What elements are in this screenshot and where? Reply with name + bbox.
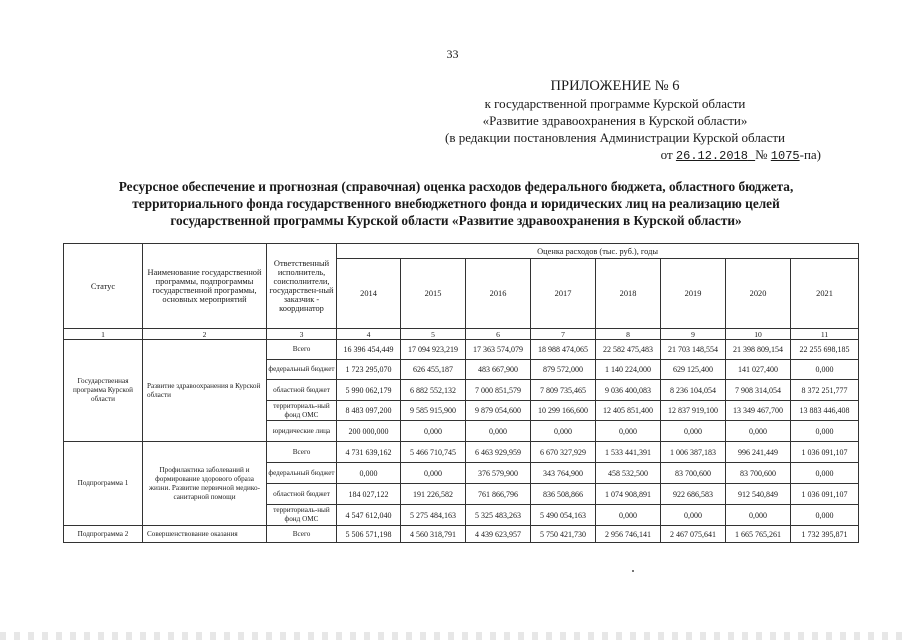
value-cell: 200 000,000 — [337, 421, 401, 442]
column-number: 7 — [531, 329, 596, 340]
value-cell: 761 866,796 — [466, 484, 531, 505]
value-cell: 12 837 919,100 — [661, 401, 726, 421]
value-cell: 9 879 054,600 — [466, 401, 531, 421]
resources-table — [63, 243, 859, 543]
header-executor: Ответственный исполнитель, соисполнители, государствен-ный заказчик - координатор — [267, 244, 337, 329]
value-cell: 7 908 314,054 — [726, 380, 791, 401]
decree-number: 1075 — [770, 149, 800, 163]
value-cell: 626 455,187 — [401, 360, 466, 380]
column-number: 8 — [596, 329, 661, 340]
value-cell: 0,000 — [791, 360, 859, 380]
value-cell: 16 396 454,449 — [337, 340, 401, 360]
program-name-cell: Совершенствование оказания — [143, 526, 267, 543]
funding-source-cell: территориаль-ный фонд ОМС — [267, 401, 337, 421]
value-cell: 10 299 166,600 — [531, 401, 596, 421]
value-cell: 4 547 612,040 — [337, 505, 401, 526]
header-year: 2017 — [531, 259, 596, 329]
status-cell: Государственная программа Курской области — [64, 340, 143, 442]
table-row — [64, 442, 859, 463]
value-cell: 0,000 — [401, 463, 466, 484]
value-cell: 6 670 327,929 — [531, 442, 596, 463]
header-estimate: Оценка расходов (тыс. руб.), годы — [337, 244, 859, 259]
value-cell: 0,000 — [791, 463, 859, 484]
value-cell: 4 731 639,162 — [337, 442, 401, 463]
value-cell: 836 508,866 — [531, 484, 596, 505]
column-number: 10 — [726, 329, 791, 340]
decree-line — [405, 146, 825, 165]
heading-line-2: территориального фонда государственного внебюджетного фонда и юридических лиц на реализацию целей — [132, 196, 780, 211]
value-cell: 6 882 552,132 — [401, 380, 466, 401]
value-cell: 2 467 075,641 — [661, 526, 726, 543]
value-cell: 0,000 — [726, 505, 791, 526]
value-cell: 9 585 915,900 — [401, 401, 466, 421]
appendix-header — [405, 78, 825, 165]
header-year: 2020 — [726, 259, 791, 329]
value-cell: 1 732 395,871 — [791, 526, 859, 543]
funding-source-cell: территориаль-ный фонд ОМС — [267, 505, 337, 526]
value-cell: 0,000 — [596, 421, 661, 442]
value-cell: 2 956 746,141 — [596, 526, 661, 543]
value-cell: 629 125,400 — [661, 360, 726, 380]
value-cell: 458 532,500 — [596, 463, 661, 484]
value-cell: 0,000 — [791, 505, 859, 526]
value-cell: 0,000 — [531, 421, 596, 442]
value-cell: 1 006 387,183 — [661, 442, 726, 463]
funding-source-cell: Всего — [267, 526, 337, 543]
value-cell: 0,000 — [726, 421, 791, 442]
header-year: 2016 — [466, 259, 531, 329]
value-cell: 5 506 571,198 — [337, 526, 401, 543]
header-year: 2014 — [337, 259, 401, 329]
value-cell: 1 140 224,000 — [596, 360, 661, 380]
header-year: 2021 — [791, 259, 859, 329]
value-cell: 0,000 — [596, 505, 661, 526]
value-cell: 922 686,583 — [661, 484, 726, 505]
value-cell: 0,000 — [661, 505, 726, 526]
header-status: Статус — [64, 244, 143, 329]
scan-edge — [0, 632, 905, 640]
table-row — [64, 526, 859, 543]
column-number: 2 — [143, 329, 267, 340]
value-cell: 1 723 295,070 — [337, 360, 401, 380]
appendix-line-3: (в редакции постановления Администрации Курской области — [444, 130, 785, 145]
decree-date-prefix: от — [660, 147, 673, 162]
value-cell: 18 988 474,065 — [531, 340, 596, 360]
value-cell: 6 463 929,959 — [466, 442, 531, 463]
funding-source-cell: юридические лица — [267, 421, 337, 442]
value-cell: 4 439 623,957 — [466, 526, 531, 543]
value-cell: 184 027,122 — [337, 484, 401, 505]
value-cell: 12 405 851,400 — [596, 401, 661, 421]
header-year: 2015 — [401, 259, 466, 329]
value-cell: 13 349 467,700 — [726, 401, 791, 421]
value-cell: 9 036 400,083 — [596, 380, 661, 401]
value-cell: 912 540,849 — [726, 484, 791, 505]
value-cell: 7 000 851,579 — [466, 380, 531, 401]
scan-mark — [632, 570, 634, 572]
value-cell: 0,000 — [791, 421, 859, 442]
value-cell: 483 667,900 — [466, 360, 531, 380]
value-cell: 17 363 574,079 — [466, 340, 531, 360]
value-cell: 8 483 097,200 — [337, 401, 401, 421]
value-cell: 8 372 251,777 — [791, 380, 859, 401]
heading-line-3: государственной программы Курской области «Развитие здравоохранения в Курской области» — [170, 213, 742, 228]
column-number: 6 — [466, 329, 531, 340]
appendix-title: ПРИЛОЖЕНИЕ № 6 — [550, 78, 680, 94]
value-cell: 7 809 735,465 — [531, 380, 596, 401]
value-cell: 879 572,000 — [531, 360, 596, 380]
value-cell: 1 533 441,391 — [596, 442, 661, 463]
value-cell: 5 325 483,263 — [466, 505, 531, 526]
column-number: 9 — [661, 329, 726, 340]
value-cell: 17 094 923,219 — [401, 340, 466, 360]
value-cell: 0,000 — [661, 421, 726, 442]
value-cell: 22 582 475,483 — [596, 340, 661, 360]
decree-date: 26.12.2018 — [675, 149, 748, 163]
value-cell: 4 560 318,791 — [401, 526, 466, 543]
status-cell: Подпрограмма 1 — [64, 442, 143, 526]
program-name-cell: Профилактика заболеваний и формирование здорового образа жизни. Развитие первичной медико-санитарной помощи — [143, 442, 267, 526]
table-body — [64, 340, 859, 543]
value-cell: 22 255 698,185 — [791, 340, 859, 360]
value-cell: 1 036 091,107 — [791, 442, 859, 463]
value-cell: 13 883 446,408 — [791, 401, 859, 421]
value-cell: 5 490 054,163 — [531, 505, 596, 526]
value-cell: 5 750 421,730 — [531, 526, 596, 543]
appendix-line-1: к государственной программе Курской области — [484, 96, 746, 111]
value-cell: 141 027,400 — [726, 360, 791, 380]
value-cell: 996 241,449 — [726, 442, 791, 463]
program-name-cell: Развитие здравоохранения в Курской области — [143, 340, 267, 442]
appendix-line-2: «Развитие здравоохранения в Курской области» — [482, 113, 748, 128]
value-cell: 1 665 765,261 — [726, 526, 791, 543]
value-cell: 21 398 809,154 — [726, 340, 791, 360]
table-row — [64, 340, 859, 360]
value-cell: 5 275 484,163 — [401, 505, 466, 526]
column-number: 1 — [64, 329, 143, 340]
value-cell: 376 579,900 — [466, 463, 531, 484]
funding-source-cell: областной бюджет — [267, 380, 337, 401]
column-number: 11 — [791, 329, 859, 340]
value-cell: 343 764,900 — [531, 463, 596, 484]
decree-number-suffix: -па) — [799, 147, 821, 162]
value-cell: 83 700,600 — [661, 463, 726, 484]
value-cell: 1 036 091,107 — [791, 484, 859, 505]
funding-source-cell: федеральный бюджет — [267, 463, 337, 484]
header-year: 2019 — [661, 259, 726, 329]
header-year: 2018 — [596, 259, 661, 329]
column-number: 3 — [267, 329, 337, 340]
value-cell: 0,000 — [337, 463, 401, 484]
value-cell: 8 236 104,054 — [661, 380, 726, 401]
funding-source-cell: Всего — [267, 340, 337, 360]
status-cell: Подпрограмма 2 — [64, 526, 143, 543]
value-cell: 191 226,582 — [401, 484, 466, 505]
document-heading — [56, 178, 856, 229]
column-number: 4 — [337, 329, 401, 340]
heading-line-1: Ресурсное обеспечение и прогнозная (справочная) оценка расходов федерального бюджета, областного бюджета, — [118, 179, 794, 194]
value-cell: 0,000 — [466, 421, 531, 442]
value-cell: 5 466 710,745 — [401, 442, 466, 463]
column-number: 5 — [401, 329, 466, 340]
value-cell: 21 703 148,554 — [661, 340, 726, 360]
page-number: 33 — [446, 47, 459, 61]
header-name: Наименование государственной программы, подпрограммы государственной программы, основных мероприятий — [143, 244, 267, 329]
funding-source-cell: федеральный бюджет — [267, 360, 337, 380]
value-cell: 1 074 908,891 — [596, 484, 661, 505]
value-cell: 83 700,600 — [726, 463, 791, 484]
funding-source-cell: областной бюджет — [267, 484, 337, 505]
decree-number-prefix: № — [755, 147, 768, 162]
funding-source-cell: Всего — [267, 442, 337, 463]
value-cell: 0,000 — [401, 421, 466, 442]
value-cell: 5 990 062,179 — [337, 380, 401, 401]
